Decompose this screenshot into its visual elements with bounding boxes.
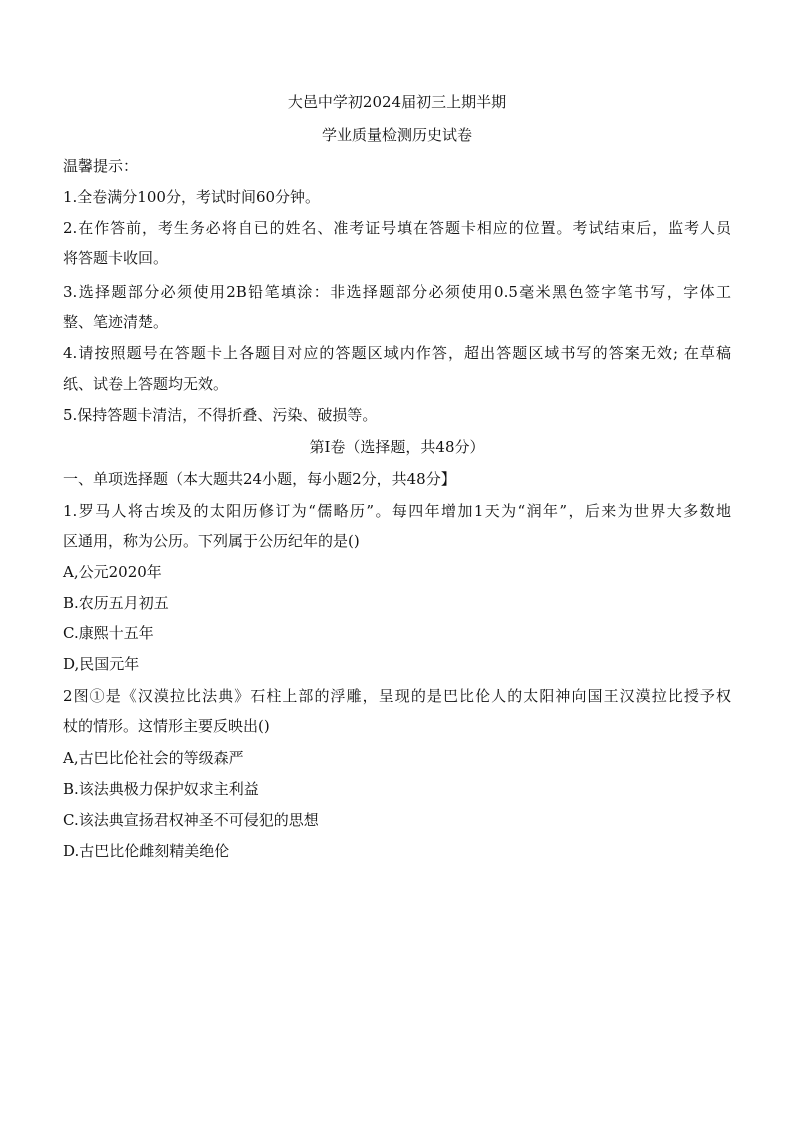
tip-line: 5.保持答题卡清洁，不得折叠、污染、破损等。	[63, 406, 378, 424]
question-stem-line: 杖的情形。这情形主要反映出()	[63, 717, 270, 735]
tip-line: 整、笔迹清楚。	[63, 313, 169, 331]
tip-line: 1.全卷满分100分，考试时间60分钟。	[63, 188, 321, 206]
question-stem-line: 2图①是《汉漠拉比法典》石柱上部的浮雕，呈现的是巴比伦人的太阳神向国王汉漠拉比授予权	[63, 687, 731, 705]
question-option: B.农历五月初五	[63, 594, 169, 612]
exam-title-line2: 学业质量检测历史试卷	[321, 126, 472, 144]
question-option: D.古巴比伦雌刻精美绝伦	[63, 842, 230, 860]
tip-line: 3.选择题部分必须使用2B铅笔填涂：非选择题部分必须使用0.5毫米黑色签字笔书写，字体工	[63, 283, 731, 301]
question-option: C.康熙十五年	[63, 624, 154, 642]
question-option: B.该法典极力保护奴求主利益	[63, 780, 259, 798]
volume-title: 第I卷（选择题，共48分）	[309, 438, 485, 456]
question-stem-line: 区通用，称为公历。下列属于公历纪年的是()	[63, 532, 360, 550]
question-option: A,公元2020年	[63, 563, 162, 581]
exam-title-line1: 大邑中学初2024届初三上期半期	[287, 93, 507, 111]
question-option: D,民国元年	[63, 655, 140, 673]
tip-line: 4.请按照题号在答题卡上各题目对应的答题区域内作答，超出答题区域书写的答案无效; 在草稿	[63, 344, 731, 362]
tips-heading: 温馨提示：	[63, 157, 139, 175]
part-title: 一、单项选择题（本大题共24小题，每小题2分，共48分】	[63, 470, 456, 488]
tip-line: 将答题卡收回。	[63, 249, 169, 267]
tip-line: 2.在作答前，考生务必将自已的姓名、准考证号填在答题卡相应的位置。考试结束后，监考人员	[63, 219, 731, 237]
question-stem-line: 1.罗马人将古埃及的太阳历修订为“儒略历”。每四年增加1天为“润年”，后来为世界大多数地	[63, 502, 731, 520]
question-option: C.该法典宣扬君权神圣不可侵犯的思想	[63, 811, 319, 829]
tip-line: 纸、试卷上答题均无效。	[63, 375, 229, 393]
question-option: A,古巴比伦社会的等级森严	[63, 749, 244, 767]
